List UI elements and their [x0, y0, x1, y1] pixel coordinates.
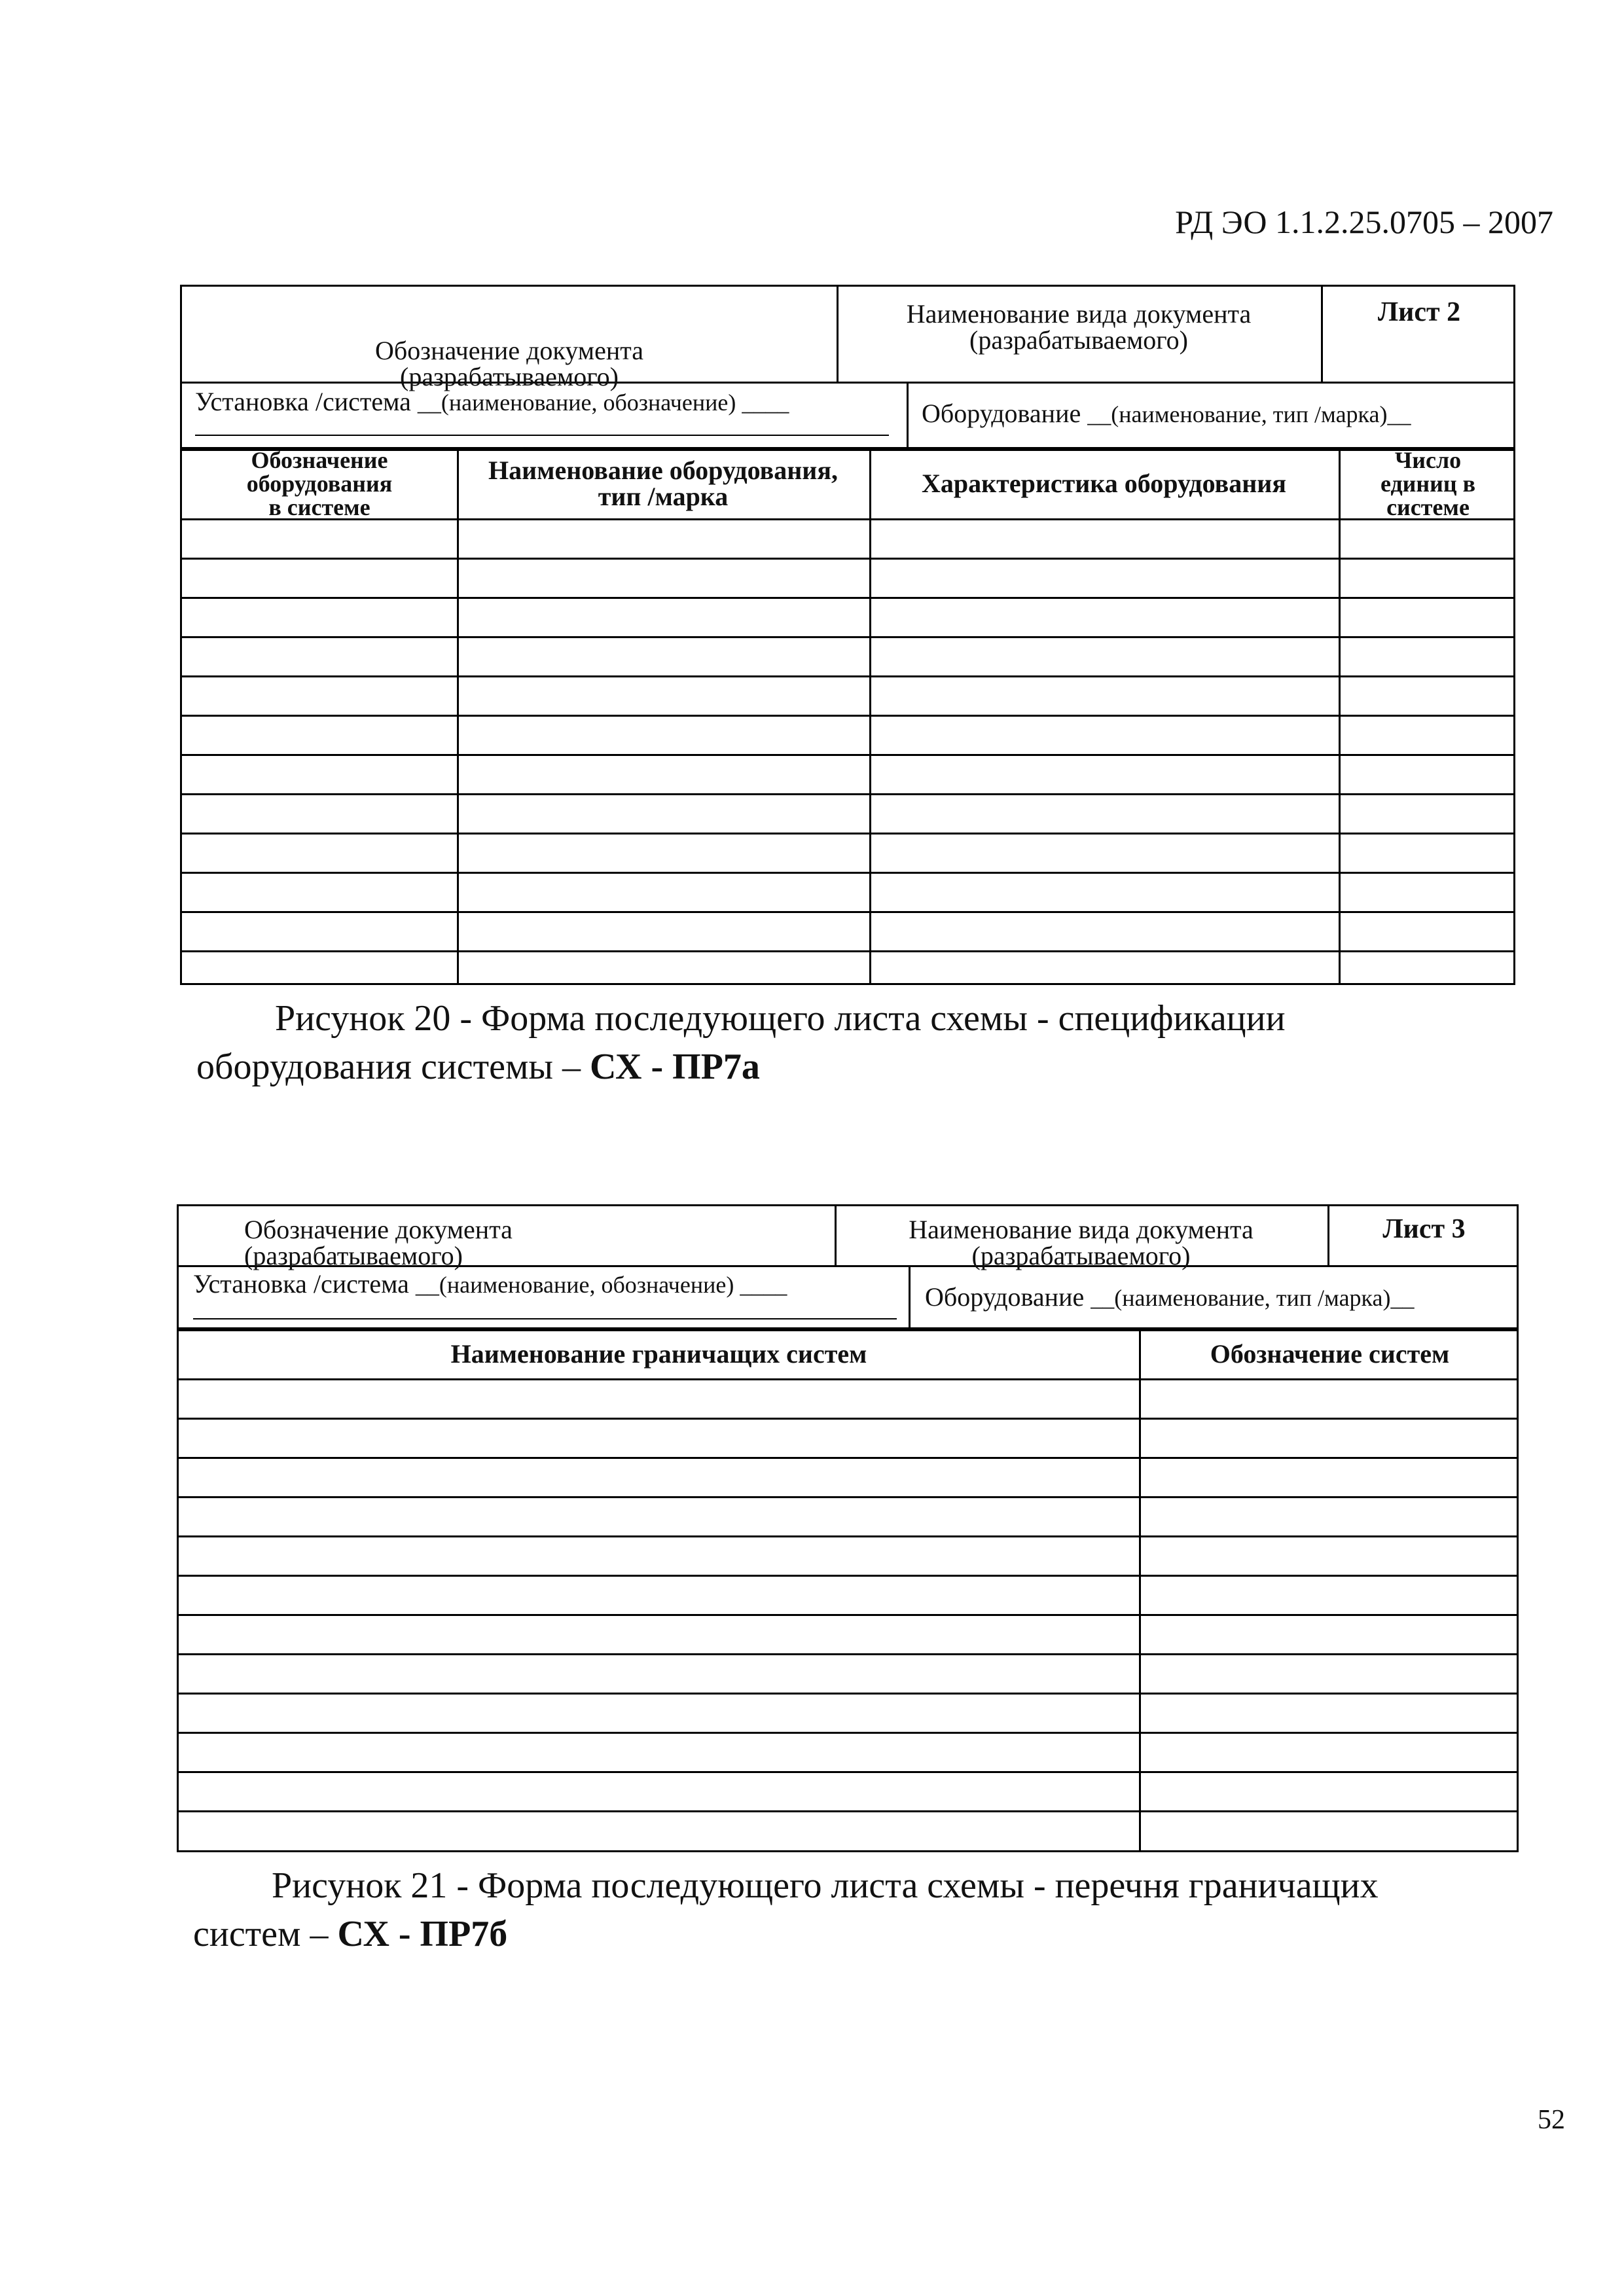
page-number: 52 — [1538, 2105, 1565, 2135]
installation-label: Установка /система — [193, 1269, 409, 1299]
caption-form-code: СХ - ПР7а — [590, 1046, 760, 1087]
installation-field — [195, 386, 789, 417]
equipment-label: Оборудование — [925, 1282, 1085, 1312]
doc-type-sublabel: (разрабатываемого) — [971, 1241, 1191, 1270]
doc-designation-sublabel: (разрабатываемого) — [400, 362, 619, 391]
form-header-row — [179, 1206, 1517, 1270]
caption-line-2: систем – — [193, 1913, 338, 1954]
doc-designation-label: Обозначение документа — [375, 336, 643, 365]
column-header-system-designation: Обозначение систем — [1210, 1338, 1450, 1369]
figure-caption-21 — [193, 1862, 1522, 1959]
column-header-name: Наименование оборудования, тип /марка — [488, 456, 838, 511]
caption-form-code: СХ - ПР7б — [337, 1913, 508, 1954]
sheet-number: Лист 3 — [1382, 1214, 1466, 1244]
column-header-adjacent-systems: Наименование граничащих систем — [450, 1338, 867, 1369]
equipment-table — [182, 449, 1513, 983]
equipment-hint: __(наименование, тип /марка)__ — [1087, 401, 1411, 427]
doc-designation-cell — [244, 1217, 715, 1269]
form-header-row — [182, 287, 1513, 391]
form-sheet-3 — [177, 1204, 1519, 1852]
installation-field — [193, 1268, 787, 1299]
column-header-units: Число единиц в системе — [1380, 447, 1476, 520]
column-header-characteristics: Характеристика оборудования — [921, 469, 1286, 498]
doc-designation-cell — [182, 338, 837, 390]
caption-line-2: оборудования системы – — [196, 1046, 590, 1087]
equipment-hint: __(наименование, тип /марка)__ — [1091, 1285, 1415, 1311]
doc-type-cell — [837, 301, 1321, 353]
doc-designation-label: Обозначение документа — [244, 1215, 513, 1244]
installation-label: Установка /система — [195, 387, 411, 416]
installation-hint: __(наименование, обозначение) ____ — [417, 389, 789, 416]
sheet-number: Лист 2 — [1377, 297, 1461, 327]
form-installation-row — [182, 384, 1513, 449]
column-header-designation: Обозначение оборудования в системе — [246, 447, 393, 520]
doc-designation-sublabel: (разрабатываемого) — [244, 1241, 463, 1270]
equipment-label: Оборудование — [922, 399, 1081, 428]
doc-type-label: Наименование вида документа — [909, 1215, 1254, 1244]
caption-line-1: Рисунок 21 - Форма последующего листа схемы - перечня граничащих — [272, 1865, 1379, 1906]
equipment-field — [922, 398, 1411, 429]
doc-type-label: Наименование вида документа — [906, 299, 1252, 329]
doc-type-sublabel: (разрабатываемого) — [969, 325, 1188, 355]
caption-line-1: Рисунок 20 - Форма последующего листа схемы - спецификации — [275, 998, 1286, 1039]
figure-caption-20 — [196, 995, 1506, 1092]
equipment-field — [925, 1282, 1414, 1312]
installation-hint: __(наименование, обозначение) ____ — [415, 1272, 787, 1298]
document-code: РД ЭО 1.1.2.25.0705 – 2007 — [1175, 204, 1553, 240]
form-installation-row — [179, 1267, 1517, 1329]
form-sheet-2 — [180, 285, 1515, 985]
doc-type-cell — [835, 1217, 1327, 1269]
adjacent-systems-table — [179, 1329, 1517, 1850]
